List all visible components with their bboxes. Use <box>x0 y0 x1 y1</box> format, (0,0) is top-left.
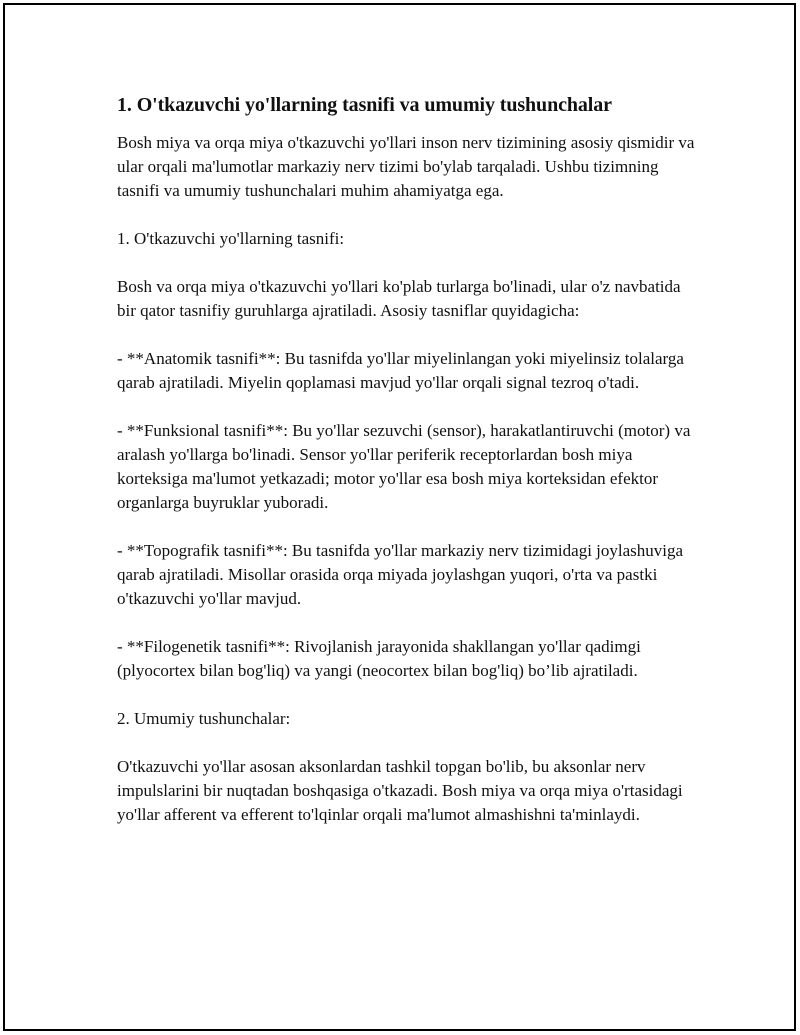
intro-paragraph: Bosh miya va orqa miya o'tkazuvchi yo'llari inson nerv tizimining asosiy qismidir va ular orqali ma'lumotlar markaziy nerv tizimi bo'ylab tarqaladi. Ushbu tizimning tasnifi va umumiy tushunchalari muhim ahamiyatga ega. <box>117 133 695 200</box>
general-concepts-paragraph: O'tkazuvchi yo'llar asosan aksonlardan tashkil topgan bo'lib, bu aksonlar nerv impulslarini bir nuqtadan boshqasiga o'tkazadi. Bosh miya va orqa miya o'rtasidagi yo'llar afferent va efferent to'lqinlar orqali ma'lumot almashishni ta'minlaydi. <box>117 757 683 824</box>
anatomical-classification-item: - **Anatomik tasnifi**: Bu tasnifda yo'llar miyelinlangan yoki miyelinsiz tolalarga qarab ajratiladi. Miyelin qoplamasi mavjud yo'llar orqali signal tezroq o'tadi. <box>117 349 684 392</box>
topographic-classification-item: - **Topografik tasnifi**: Bu tasnifda yo'llar markaziy nerv tizimidagi joylashuviga qarab ajratiladi. Misollar orasida orqa miyada joylashgan yuqori, o'rta va pastki o'tkazuvchi yo'llar mavjud. <box>117 541 684 608</box>
classification-intro-paragraph: Bosh va orqa miya o'tkazuvchi yo'llari ko'plab turlarga bo'linadi, ular o'z navbatida bir qator tasnifiy guruhlarga ajratiladi. Asosiy tasniflar quyidagicha: <box>117 277 681 320</box>
section-heading-classification: 1. O'tkazuvchi yo'llarning tasnifi: <box>117 229 345 248</box>
functional-classification-item: - **Funksional tasnifi**: Bu yo'llar sezuvchi (sensor), harakatlantiruvchi (motor) va aralash yo'llarga bo'linadi. Sensor yo'llar periferik receptorlardan bosh miya korteksiga ma'lumot yetkazadi; motor yo'llar esa bosh miya korteksidan efektor organlarga buyruklar yuboradi. <box>117 421 691 512</box>
document-title: 1. O'tkazuvchi yo'llarning tasnifi va umumiy tushunchalar <box>117 94 612 116</box>
phylogenetic-classification-item: - **Filogenetik tasnifi**: Rivojlanish jarayonida shakllangan yo'llar qadimgi (plyocortex bilan bog'liq) va yangi (neocortex bilan bog'liq) bo’lib ajratiladi. <box>117 637 641 680</box>
section-heading-general-concepts: 2. Umumiy tushunchalar: <box>117 709 291 728</box>
document-body <box>117 90 697 851</box>
